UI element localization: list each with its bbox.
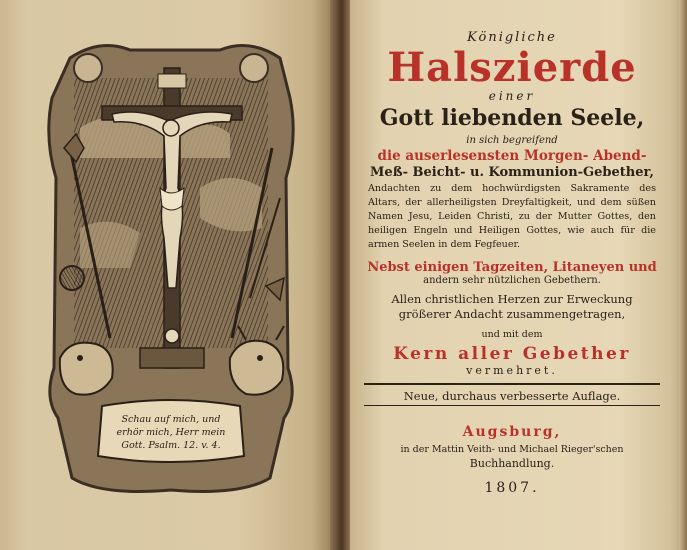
- page-edge: [679, 0, 687, 550]
- title-line-koenigliche: Königliche: [467, 30, 557, 45]
- title-line-gebether: Meß- Beicht- u. Kommunion-Gebether,: [370, 165, 654, 180]
- title-line-gott-liebenden-seele: Gott liebenden Seele,: [379, 105, 645, 131]
- title-line-nebst: Nebst einigen Tagzeiten, Litaneyen und: [367, 260, 657, 275]
- edition-statement: Neue, durchaus verbesserte Auflage.: [403, 389, 621, 403]
- title-line-einer: einer: [488, 89, 536, 103]
- imprint-year: 1807.: [484, 480, 540, 496]
- imprint-city: Augsburg,: [462, 424, 562, 440]
- caption-line-2: erhör mich, Herr mein: [116, 427, 226, 438]
- divider-rule-thin: [364, 405, 660, 406]
- caption-line-3: Gott. Psalm. 12. v. 4.: [121, 440, 221, 451]
- title-line-vermehret: vermehret.: [466, 364, 558, 377]
- title-line-auserlesensten: die auserlesensten Morgen- Abend-: [377, 148, 647, 164]
- imprint-publisher: in der Mattin Veith- und Michael Rieger'schen: [400, 444, 624, 455]
- divider-rule: [364, 383, 660, 385]
- title-main-halszierde: Halszierde: [387, 44, 637, 91]
- title-page: [362, 30, 662, 535]
- title-line-allen: Allen christlichen Herzen zur Erweckung: [391, 292, 633, 306]
- title-line-und-mit-dem: und mit dem: [481, 329, 543, 340]
- frontispiece-engraving: [40, 38, 302, 498]
- caption-line-1: Schau auf mich, und: [121, 414, 221, 425]
- title-paragraph-andachten: Andachten zu dem hochwürdigsten Sakramente des Altars, der allerheiligsten Dreyfaltigkeit, und dem süßen Namen Jesu, Leiden Christi, zu der Mutter Gottes, den heiligen Engeln und Heiligen Gottes, wie auch für die armen Seelen in dem Fegfeuer.: [368, 183, 656, 250]
- crucifixion-engraving-image: [40, 38, 302, 498]
- title-line-groesserer: größerer Andacht zusammengetragen,: [398, 307, 626, 321]
- title-line-andern: andern sehr nützlichen Gebethern.: [423, 275, 601, 286]
- title-line-kern-aller-gebether: Kern aller Gebether: [393, 344, 631, 364]
- title-line-in-sich-begreifend: in sich begreifend: [466, 135, 558, 146]
- imprint-publisher-2: Buchhandlung.: [469, 457, 555, 470]
